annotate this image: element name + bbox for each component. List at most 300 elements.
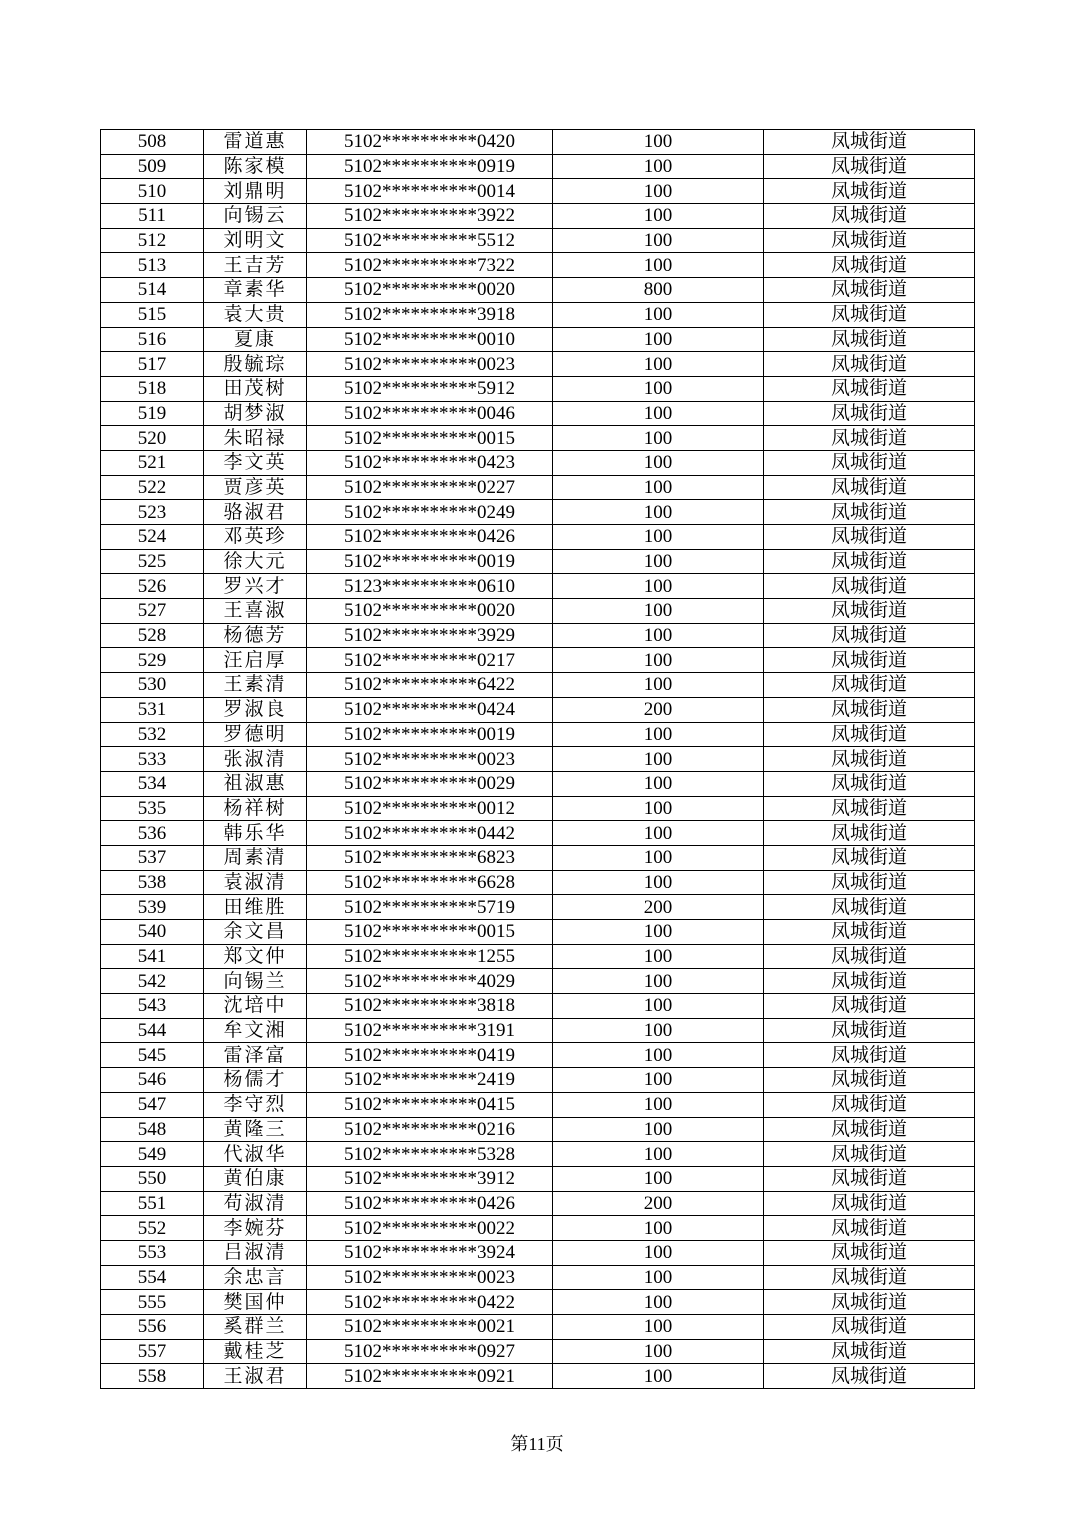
id-number-cell: 5102**********0426 <box>307 525 553 550</box>
street-cell: 凤城街道 <box>764 228 975 253</box>
table-row <box>101 1240 975 1265</box>
amount-cell: 100 <box>553 1364 764 1389</box>
row-number-cell: 521 <box>101 450 204 475</box>
table-row <box>101 475 975 500</box>
table-row <box>101 130 975 155</box>
amount-cell: 100 <box>553 1240 764 1265</box>
amount-cell: 100 <box>553 1290 764 1315</box>
table-row <box>101 228 975 253</box>
amount-cell: 100 <box>553 500 764 525</box>
amount-cell: 100 <box>553 574 764 599</box>
name-cell: 刘明文 <box>204 228 307 253</box>
name-cell: 王素清 <box>204 673 307 698</box>
row-number-cell: 512 <box>101 228 204 253</box>
table-row <box>101 870 975 895</box>
id-number-cell: 5102**********0012 <box>307 796 553 821</box>
amount-cell: 100 <box>553 376 764 401</box>
id-number-cell: 5102**********0015 <box>307 426 553 451</box>
name-cell: 向锡云 <box>204 204 307 229</box>
street-cell: 凤城街道 <box>764 253 975 278</box>
street-cell: 凤城街道 <box>764 475 975 500</box>
id-number-cell: 5102**********0423 <box>307 450 553 475</box>
table-row <box>101 1068 975 1093</box>
table-row <box>101 969 975 994</box>
row-number-cell: 530 <box>101 673 204 698</box>
row-number-cell: 518 <box>101 376 204 401</box>
street-cell: 凤城街道 <box>764 1216 975 1241</box>
id-number-cell: 5102**********0420 <box>307 130 553 155</box>
name-cell: 韩乐华 <box>204 821 307 846</box>
amount-cell: 100 <box>553 994 764 1019</box>
table-row <box>101 1092 975 1117</box>
name-cell: 李文英 <box>204 450 307 475</box>
name-cell: 向锡兰 <box>204 969 307 994</box>
row-number-cell: 539 <box>101 895 204 920</box>
id-number-cell: 5102**********0019 <box>307 549 553 574</box>
row-number-cell: 541 <box>101 944 204 969</box>
table-row <box>101 549 975 574</box>
amount-cell: 100 <box>553 599 764 624</box>
name-cell: 雷道惠 <box>204 130 307 155</box>
street-cell: 凤城街道 <box>764 278 975 303</box>
row-number-cell: 548 <box>101 1117 204 1142</box>
name-cell: 贾彦英 <box>204 475 307 500</box>
row-number-cell: 534 <box>101 771 204 796</box>
street-cell: 凤城街道 <box>764 969 975 994</box>
street-cell: 凤城街道 <box>764 944 975 969</box>
table-row <box>101 179 975 204</box>
amount-cell: 100 <box>553 525 764 550</box>
row-number-cell: 547 <box>101 1092 204 1117</box>
name-cell: 王喜淑 <box>204 599 307 624</box>
table-row <box>101 574 975 599</box>
name-cell: 徐大元 <box>204 549 307 574</box>
row-number-cell: 545 <box>101 1043 204 1068</box>
name-cell: 奚群兰 <box>204 1315 307 1340</box>
amount-cell: 100 <box>553 821 764 846</box>
amount-cell: 100 <box>553 747 764 772</box>
table-row <box>101 1191 975 1216</box>
name-cell: 田茂树 <box>204 376 307 401</box>
id-number-cell: 5102**********3912 <box>307 1166 553 1191</box>
row-number-cell: 537 <box>101 845 204 870</box>
row-number-cell: 508 <box>101 130 204 155</box>
name-cell: 李守烈 <box>204 1092 307 1117</box>
street-cell: 凤城街道 <box>764 845 975 870</box>
id-number-cell: 5102**********0023 <box>307 352 553 377</box>
street-cell: 凤城街道 <box>764 920 975 945</box>
id-number-cell: 5102**********0422 <box>307 1290 553 1315</box>
id-number-cell: 5102**********0424 <box>307 697 553 722</box>
amount-cell: 200 <box>553 1191 764 1216</box>
table-row <box>101 253 975 278</box>
street-cell: 凤城街道 <box>764 1315 975 1340</box>
table-row <box>101 426 975 451</box>
row-number-cell: 531 <box>101 697 204 722</box>
table-row <box>101 796 975 821</box>
street-cell: 凤城街道 <box>764 130 975 155</box>
row-number-cell: 558 <box>101 1364 204 1389</box>
table-row <box>101 747 975 772</box>
id-number-cell: 5102**********3924 <box>307 1240 553 1265</box>
id-number-cell: 5102**********0029 <box>307 771 553 796</box>
amount-cell: 100 <box>553 1166 764 1191</box>
row-number-cell: 542 <box>101 969 204 994</box>
name-cell: 祖淑惠 <box>204 771 307 796</box>
street-cell: 凤城街道 <box>764 179 975 204</box>
id-number-cell: 5102**********6422 <box>307 673 553 698</box>
name-cell: 雷泽富 <box>204 1043 307 1068</box>
street-cell: 凤城街道 <box>764 673 975 698</box>
name-cell: 沈培中 <box>204 994 307 1019</box>
name-cell: 殷毓琮 <box>204 352 307 377</box>
id-number-cell: 5102**********2419 <box>307 1068 553 1093</box>
table-row <box>101 1290 975 1315</box>
name-cell: 陈家模 <box>204 154 307 179</box>
street-cell: 凤城街道 <box>764 771 975 796</box>
street-cell: 凤城街道 <box>764 623 975 648</box>
name-cell: 余忠言 <box>204 1265 307 1290</box>
id-number-cell: 5102**********5512 <box>307 228 553 253</box>
amount-cell: 100 <box>553 426 764 451</box>
row-number-cell: 522 <box>101 475 204 500</box>
row-number-cell: 554 <box>101 1265 204 1290</box>
name-cell: 杨儒才 <box>204 1068 307 1093</box>
name-cell: 黄伯康 <box>204 1166 307 1191</box>
table-row <box>101 376 975 401</box>
id-number-cell: 5102**********0023 <box>307 1265 553 1290</box>
amount-cell: 100 <box>553 1216 764 1241</box>
table-row <box>101 278 975 303</box>
street-cell: 凤城街道 <box>764 1265 975 1290</box>
street-cell: 凤城街道 <box>764 870 975 895</box>
table-row <box>101 327 975 352</box>
name-cell: 王吉芳 <box>204 253 307 278</box>
table-row <box>101 1043 975 1068</box>
amount-cell: 100 <box>553 302 764 327</box>
name-cell: 周素清 <box>204 845 307 870</box>
row-number-cell: 557 <box>101 1339 204 1364</box>
street-cell: 凤城街道 <box>764 1290 975 1315</box>
id-number-cell: 5102**********0014 <box>307 179 553 204</box>
amount-cell: 100 <box>553 1117 764 1142</box>
amount-cell: 100 <box>553 204 764 229</box>
id-number-cell: 5102**********3191 <box>307 1018 553 1043</box>
id-number-cell: 5102**********7322 <box>307 253 553 278</box>
street-cell: 凤城街道 <box>764 352 975 377</box>
amount-cell: 100 <box>553 1265 764 1290</box>
table-row <box>101 1339 975 1364</box>
street-cell: 凤城街道 <box>764 1117 975 1142</box>
row-number-cell: 526 <box>101 574 204 599</box>
amount-cell: 100 <box>553 1043 764 1068</box>
id-number-cell: 5102**********0927 <box>307 1339 553 1364</box>
amount-cell: 100 <box>553 1092 764 1117</box>
name-cell: 吕淑清 <box>204 1240 307 1265</box>
amount-cell: 100 <box>553 401 764 426</box>
street-cell: 凤城街道 <box>764 1092 975 1117</box>
table-row <box>101 648 975 673</box>
id-number-cell: 5102**********3929 <box>307 623 553 648</box>
table-row <box>101 1364 975 1389</box>
table-row <box>101 1018 975 1043</box>
name-cell: 王淑君 <box>204 1364 307 1389</box>
row-number-cell: 517 <box>101 352 204 377</box>
table-row <box>101 401 975 426</box>
id-number-cell: 5102**********3818 <box>307 994 553 1019</box>
row-number-cell: 528 <box>101 623 204 648</box>
name-cell: 袁淑清 <box>204 870 307 895</box>
row-number-cell: 540 <box>101 920 204 945</box>
row-number-cell: 527 <box>101 599 204 624</box>
row-number-cell: 523 <box>101 500 204 525</box>
id-number-cell: 5102**********0426 <box>307 1191 553 1216</box>
table-row <box>101 623 975 648</box>
table-row <box>101 450 975 475</box>
street-cell: 凤城街道 <box>764 1043 975 1068</box>
street-cell: 凤城街道 <box>764 204 975 229</box>
amount-cell: 100 <box>553 327 764 352</box>
row-number-cell: 515 <box>101 302 204 327</box>
id-number-cell: 5102**********5912 <box>307 376 553 401</box>
name-cell: 章素华 <box>204 278 307 303</box>
amount-cell: 100 <box>553 352 764 377</box>
name-cell: 苟淑清 <box>204 1191 307 1216</box>
street-cell: 凤城街道 <box>764 599 975 624</box>
row-number-cell: 556 <box>101 1315 204 1340</box>
id-number-cell: 5102**********0419 <box>307 1043 553 1068</box>
row-number-cell: 519 <box>101 401 204 426</box>
id-number-cell: 5102**********0020 <box>307 599 553 624</box>
row-number-cell: 524 <box>101 525 204 550</box>
row-number-cell: 536 <box>101 821 204 846</box>
amount-cell: 100 <box>553 1018 764 1043</box>
page-number: 第11页 <box>510 1434 564 1454</box>
table-row <box>101 154 975 179</box>
amount-cell: 100 <box>553 796 764 821</box>
street-cell: 凤城街道 <box>764 327 975 352</box>
street-cell: 凤城街道 <box>764 549 975 574</box>
street-cell: 凤城街道 <box>764 154 975 179</box>
street-cell: 凤城街道 <box>764 821 975 846</box>
table-row <box>101 821 975 846</box>
amount-cell: 100 <box>553 1068 764 1093</box>
id-number-cell: 5102**********0019 <box>307 722 553 747</box>
id-number-cell: 5102**********0046 <box>307 401 553 426</box>
table-row <box>101 1166 975 1191</box>
amount-cell: 100 <box>553 1339 764 1364</box>
street-cell: 凤城街道 <box>764 1191 975 1216</box>
row-number-cell: 553 <box>101 1240 204 1265</box>
amount-cell: 100 <box>553 623 764 648</box>
row-number-cell: 546 <box>101 1068 204 1093</box>
id-number-cell: 5102**********3918 <box>307 302 553 327</box>
table-row <box>101 599 975 624</box>
name-cell: 黄隆三 <box>204 1117 307 1142</box>
name-cell: 樊国仲 <box>204 1290 307 1315</box>
table-row <box>101 697 975 722</box>
table-row <box>101 302 975 327</box>
amount-cell: 100 <box>553 228 764 253</box>
street-cell: 凤城街道 <box>764 1142 975 1167</box>
name-cell: 朱昭禄 <box>204 426 307 451</box>
id-number-cell: 5102**********0415 <box>307 1092 553 1117</box>
amount-cell: 100 <box>553 845 764 870</box>
street-cell: 凤城街道 <box>764 302 975 327</box>
row-number-cell: 550 <box>101 1166 204 1191</box>
amount-cell: 100 <box>553 154 764 179</box>
name-cell: 胡梦淑 <box>204 401 307 426</box>
name-cell: 罗德明 <box>204 722 307 747</box>
street-cell: 凤城街道 <box>764 525 975 550</box>
row-number-cell: 549 <box>101 1142 204 1167</box>
roster-table-body <box>101 130 975 1389</box>
table-row <box>101 500 975 525</box>
name-cell: 牟文湘 <box>204 1018 307 1043</box>
street-cell: 凤城街道 <box>764 697 975 722</box>
amount-cell: 100 <box>553 944 764 969</box>
roster-table <box>100 129 975 1389</box>
street-cell: 凤城街道 <box>764 895 975 920</box>
amount-cell: 100 <box>553 253 764 278</box>
amount-cell: 100 <box>553 771 764 796</box>
table-row <box>101 944 975 969</box>
street-cell: 凤城街道 <box>764 994 975 1019</box>
name-cell: 刘鼎明 <box>204 179 307 204</box>
id-number-cell: 5102**********0919 <box>307 154 553 179</box>
id-number-cell: 5102**********1255 <box>307 944 553 969</box>
row-number-cell: 513 <box>101 253 204 278</box>
name-cell: 余文昌 <box>204 920 307 945</box>
table-row <box>101 1315 975 1340</box>
street-cell: 凤城街道 <box>764 574 975 599</box>
street-cell: 凤城街道 <box>764 1240 975 1265</box>
row-number-cell: 520 <box>101 426 204 451</box>
street-cell: 凤城街道 <box>764 747 975 772</box>
name-cell: 代淑华 <box>204 1142 307 1167</box>
id-number-cell: 5102**********0020 <box>307 278 553 303</box>
street-cell: 凤城街道 <box>764 426 975 451</box>
street-cell: 凤城街道 <box>764 500 975 525</box>
id-number-cell: 5123**********0610 <box>307 574 553 599</box>
name-cell: 袁大贵 <box>204 302 307 327</box>
id-number-cell: 5102**********0227 <box>307 475 553 500</box>
amount-cell: 100 <box>553 722 764 747</box>
table-row <box>101 1142 975 1167</box>
table-row <box>101 994 975 1019</box>
name-cell: 杨祥树 <box>204 796 307 821</box>
id-number-cell: 5102**********6628 <box>307 870 553 895</box>
table-row <box>101 895 975 920</box>
id-number-cell: 5102**********0015 <box>307 920 553 945</box>
row-number-cell: 551 <box>101 1191 204 1216</box>
row-number-cell: 525 <box>101 549 204 574</box>
amount-cell: 200 <box>553 697 764 722</box>
name-cell: 罗兴才 <box>204 574 307 599</box>
row-number-cell: 538 <box>101 870 204 895</box>
name-cell: 汪启厚 <box>204 648 307 673</box>
row-number-cell: 511 <box>101 204 204 229</box>
street-cell: 凤城街道 <box>764 1364 975 1389</box>
row-number-cell: 533 <box>101 747 204 772</box>
name-cell: 邓英珍 <box>204 525 307 550</box>
street-cell: 凤城街道 <box>764 722 975 747</box>
row-number-cell: 514 <box>101 278 204 303</box>
row-number-cell: 516 <box>101 327 204 352</box>
street-cell: 凤城街道 <box>764 796 975 821</box>
id-number-cell: 5102**********0023 <box>307 747 553 772</box>
row-number-cell: 510 <box>101 179 204 204</box>
row-number-cell: 535 <box>101 796 204 821</box>
name-cell: 杨德芳 <box>204 623 307 648</box>
table-row <box>101 1117 975 1142</box>
name-cell: 夏康 <box>204 327 307 352</box>
row-number-cell: 509 <box>101 154 204 179</box>
table-row <box>101 525 975 550</box>
table-row <box>101 845 975 870</box>
street-cell: 凤城街道 <box>764 401 975 426</box>
amount-cell: 100 <box>553 673 764 698</box>
id-number-cell: 5102**********5328 <box>307 1142 553 1167</box>
table-row <box>101 673 975 698</box>
name-cell: 戴桂芝 <box>204 1339 307 1364</box>
id-number-cell: 5102**********5719 <box>307 895 553 920</box>
row-number-cell: 543 <box>101 994 204 1019</box>
id-number-cell: 5102**********0010 <box>307 327 553 352</box>
street-cell: 凤城街道 <box>764 1339 975 1364</box>
amount-cell: 100 <box>553 130 764 155</box>
amount-cell: 100 <box>553 870 764 895</box>
name-cell: 田维胜 <box>204 895 307 920</box>
row-number-cell: 544 <box>101 1018 204 1043</box>
amount-cell: 100 <box>553 549 764 574</box>
table-row <box>101 722 975 747</box>
table-row <box>101 1265 975 1290</box>
amount-cell: 100 <box>553 1142 764 1167</box>
amount-cell: 100 <box>553 648 764 673</box>
name-cell: 张淑清 <box>204 747 307 772</box>
id-number-cell: 5102**********0021 <box>307 1315 553 1340</box>
table-row <box>101 352 975 377</box>
amount-cell: 100 <box>553 450 764 475</box>
amount-cell: 100 <box>553 969 764 994</box>
table-row <box>101 920 975 945</box>
street-cell: 凤城街道 <box>764 648 975 673</box>
row-number-cell: 552 <box>101 1216 204 1241</box>
table-row <box>101 1216 975 1241</box>
id-number-cell: 5102**********0022 <box>307 1216 553 1241</box>
table-row <box>101 204 975 229</box>
name-cell: 郑文仲 <box>204 944 307 969</box>
table-row <box>101 771 975 796</box>
amount-cell: 100 <box>553 475 764 500</box>
street-cell: 凤城街道 <box>764 1068 975 1093</box>
name-cell: 骆淑君 <box>204 500 307 525</box>
row-number-cell: 555 <box>101 1290 204 1315</box>
id-number-cell: 5102**********3922 <box>307 204 553 229</box>
row-number-cell: 532 <box>101 722 204 747</box>
id-number-cell: 5102**********0249 <box>307 500 553 525</box>
id-number-cell: 5102**********0217 <box>307 648 553 673</box>
amount-cell: 100 <box>553 179 764 204</box>
id-number-cell: 5102**********0921 <box>307 1364 553 1389</box>
id-number-cell: 5102**********0442 <box>307 821 553 846</box>
street-cell: 凤城街道 <box>764 1018 975 1043</box>
street-cell: 凤城街道 <box>764 1166 975 1191</box>
id-number-cell: 5102**********4029 <box>307 969 553 994</box>
name-cell: 罗淑良 <box>204 697 307 722</box>
name-cell: 李婉芬 <box>204 1216 307 1241</box>
